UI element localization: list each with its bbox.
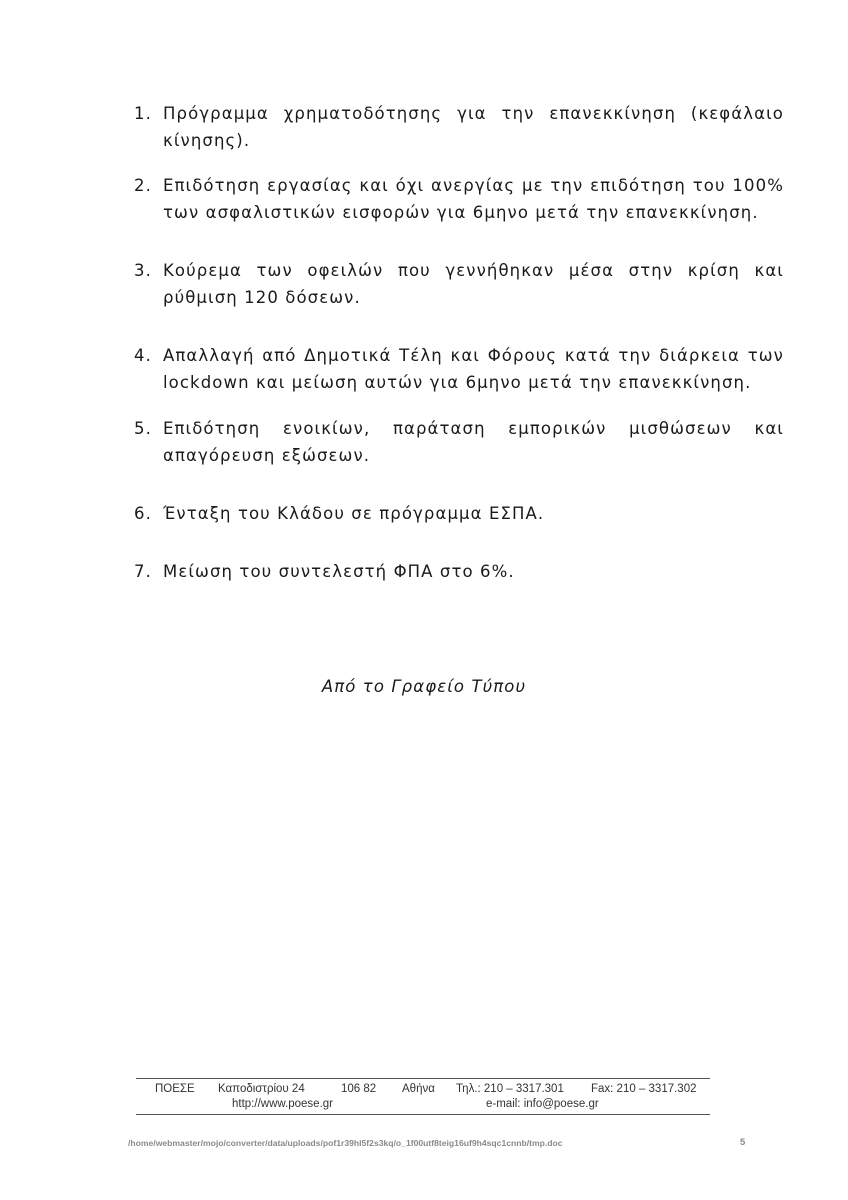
footer-phone: Τηλ.: 210 – 3317.301	[456, 1083, 564, 1095]
footer-fax: Fax: 210 – 3317.302	[591, 1083, 697, 1095]
footer-bottom-rule	[136, 1114, 710, 1115]
list-item-text: Μείωση του συντελεστή ΦΠΑ στο 6%.	[163, 562, 515, 581]
list-item-number: 7.	[134, 562, 152, 581]
list-item-text: Επιδότηση ενοικίων, παράταση εμπορικών μισθώσεων και απαγόρευση εξώσεων.	[163, 419, 784, 465]
footer-org: ΠΟΕΣΕ	[155, 1083, 195, 1095]
footer-top-rule	[136, 1078, 710, 1079]
list-item-number: 2.	[134, 176, 152, 195]
list-item	[134, 257, 784, 311]
list-item-number: 1.	[134, 104, 152, 123]
list-item-number: 4.	[134, 346, 152, 365]
list-item-text: Κούρεμα των οφειλών που γεννήθηκαν μέσα στην κρίση και ρύθμιση 120 δόσεων.	[163, 261, 784, 307]
demands-list	[134, 100, 784, 585]
list-item	[134, 342, 784, 396]
file-path: /home/webmaster/mojo/converter/data/uploads/pof1r39hl5f2s3kq/o_1f00utf8teig16uf9h4sqc1cnnb/tmp.doc	[128, 1138, 563, 1148]
footer-street: Καποδιστρίου 24	[218, 1083, 305, 1095]
press-office-signature: Από το Γραφείο Τύπου	[321, 677, 527, 696]
page-number: 5	[740, 1137, 746, 1148]
list-item	[134, 415, 784, 469]
footer-city: Αθήνα	[402, 1083, 435, 1095]
list-item	[134, 558, 784, 585]
list-item-number: 5.	[134, 419, 152, 438]
footer-email-link[interactable]: e-mail: info@poese.gr	[486, 1098, 599, 1110]
list-item-text: Απαλλαγή από Δημοτικά Τέλη και Φόρους κατά την διάρκεια των lockdown και μείωση αυτών για 6μηνο μετά την επανεκκίνηση.	[163, 346, 784, 392]
list-item-text: Πρόγραμμα χρηματοδότησης για την επανεκκίνηση (κεφάλαιο κίνησης).	[163, 104, 784, 150]
footer-website-link[interactable]: http://www.poese.gr	[232, 1098, 333, 1110]
footer-postcode: 106 82	[341, 1083, 377, 1095]
list-item	[134, 500, 784, 527]
list-item	[134, 100, 784, 154]
list-item	[134, 172, 784, 226]
list-item-text: Επιδότηση εργασίας και όχι ανεργίας με την επιδότηση του 100% των ασφαλιστικών εισφορών για 6μηνο μετά την επανεκκίνηση.	[163, 176, 784, 222]
list-item-number: 6.	[134, 504, 152, 523]
list-item-number: 3.	[134, 261, 152, 280]
list-item-text: Ένταξη του Κλάδου σε πρόγραμμα ΕΣΠΑ.	[163, 504, 545, 523]
